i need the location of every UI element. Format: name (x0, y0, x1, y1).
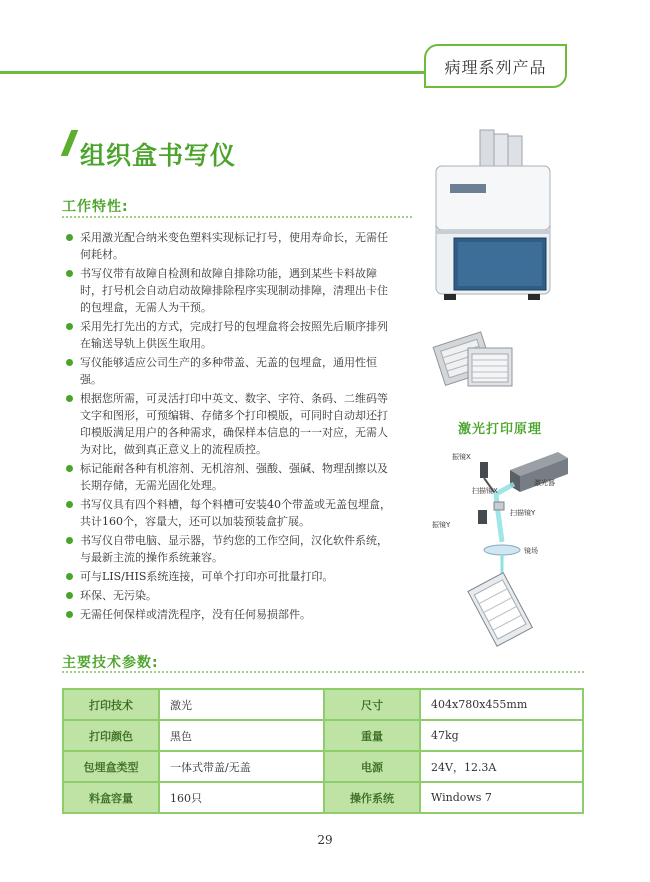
spec-key: 打印颜色 (63, 720, 159, 751)
page-title: 组织盒书写仪 (80, 141, 237, 170)
spec-key: 包埋盒类型 (63, 751, 159, 782)
spec-table (62, 688, 584, 814)
label-mirror-x: 振镜X (452, 453, 471, 461)
bullet-icon (66, 537, 73, 544)
laser-principle-diagram (430, 448, 580, 648)
features-heading-rule (62, 216, 412, 218)
feature-item: 环保、无污染。 (66, 587, 396, 604)
feature-item: 根据您所需，可灵活打印中英文、数字、字符、条码、二维码等文字和图形，可预编辑、存储多个打印模版，可同时自动却还打印模版满足用户的各种需求，确保样本信息的一一对应，无需人为对比，做到真正意义上的流程质控。 (66, 390, 396, 458)
feature-item: 书写仪具有四个料槽，每个料槽可安装40个带盖或无盖包埋盒，共计160个，容量大，还可以加装预装盒扩展。 (66, 496, 396, 530)
feature-item: 无需任何保样或清洗程序，没有任何易损部件。 (66, 606, 396, 623)
feature-item: 标记能耐各种有机溶剂、无机溶剂、强酸、强碱、物理刮擦以及长期存储，无需光固化处理。 (66, 460, 396, 494)
table-row (63, 720, 583, 751)
table-row (63, 751, 583, 782)
series-badge (424, 44, 567, 88)
bullet-icon (66, 465, 73, 472)
page-number: 29 (317, 833, 333, 847)
feature-item: 采用先打先出的方式，完成打号的包埋盒将会按照先后顺序排列在输送导轨上供医生取用。 (66, 318, 396, 352)
bullet-icon (66, 395, 73, 402)
label-scan-x: 扫描镜X (472, 487, 498, 495)
spec-key: 电源 (324, 751, 420, 782)
label-scan-y: 扫描镜Y (510, 509, 536, 517)
series-label: 病理系列产品 (444, 57, 547, 77)
bullet-icon (66, 592, 73, 599)
spec-key: 料盒容量 (63, 782, 159, 813)
spec-value: 160只 (159, 782, 324, 813)
spec-key: 打印技术 (63, 689, 159, 720)
table-row (63, 782, 583, 813)
bullet-icon (66, 323, 73, 330)
spec-value: 激光 (159, 689, 324, 720)
spec-value: 黑色 (159, 720, 324, 751)
specs-heading-rule (62, 671, 584, 673)
feature-list (66, 229, 396, 625)
feature-item: 写仪能够适应公司生产的多种带盖、无盖的包埋盒，通用性恒强。 (66, 354, 396, 388)
feature-item: 可与LIS/HIS系统连接，可单个打印亦可批量打印。 (66, 568, 396, 585)
bullet-icon (66, 611, 73, 618)
spec-value: 404x780x455mm (420, 689, 583, 720)
feature-item: 书写仪自带电脑、显示器，节约您的工作空间，汉化软件系统，与最新主流的操作系统兼容。 (66, 532, 396, 566)
bullet-icon (66, 573, 73, 580)
laser-principle-title: 激光打印原理 (458, 422, 543, 437)
label-laser: 激光器 (534, 479, 555, 487)
label-mirror-y: 振镜Y (432, 521, 451, 529)
spec-key: 重量 (324, 720, 420, 751)
spec-value: 24V，12.3A (420, 751, 583, 782)
features-heading: 工作特性: (62, 199, 129, 215)
label-lens-field: 镜场 (524, 547, 538, 555)
bullet-icon (66, 234, 73, 241)
feature-item: 书写仪带有故障自检测和故障自排除功能，遇到某些卡料故障时，打号机会自动启动故障排除程序实现制动排障，清理出卡住的包埋盒，无需人为干预。 (66, 265, 396, 316)
spec-key: 操作系统 (324, 782, 420, 813)
bullet-icon (66, 501, 73, 508)
specs-heading: 主要技术参数: (62, 655, 159, 671)
cassette-writer-machine-image (428, 126, 558, 306)
header-rule (0, 71, 440, 74)
bullet-icon (66, 270, 73, 277)
spec-key: 尺寸 (324, 689, 420, 720)
table-row (63, 689, 583, 720)
bullet-icon (66, 359, 73, 366)
feature-item: 采用激光配合纳米变色塑料实现标记打号，使用寿命长，无需任何耗材。 (66, 229, 396, 263)
spec-value: Windows 7 (420, 782, 583, 813)
cassette-image (462, 342, 518, 392)
spec-value: 47kg (420, 720, 583, 751)
title-accent-slash (61, 130, 79, 156)
spec-value: 一体式带盖/无盖 (159, 751, 324, 782)
